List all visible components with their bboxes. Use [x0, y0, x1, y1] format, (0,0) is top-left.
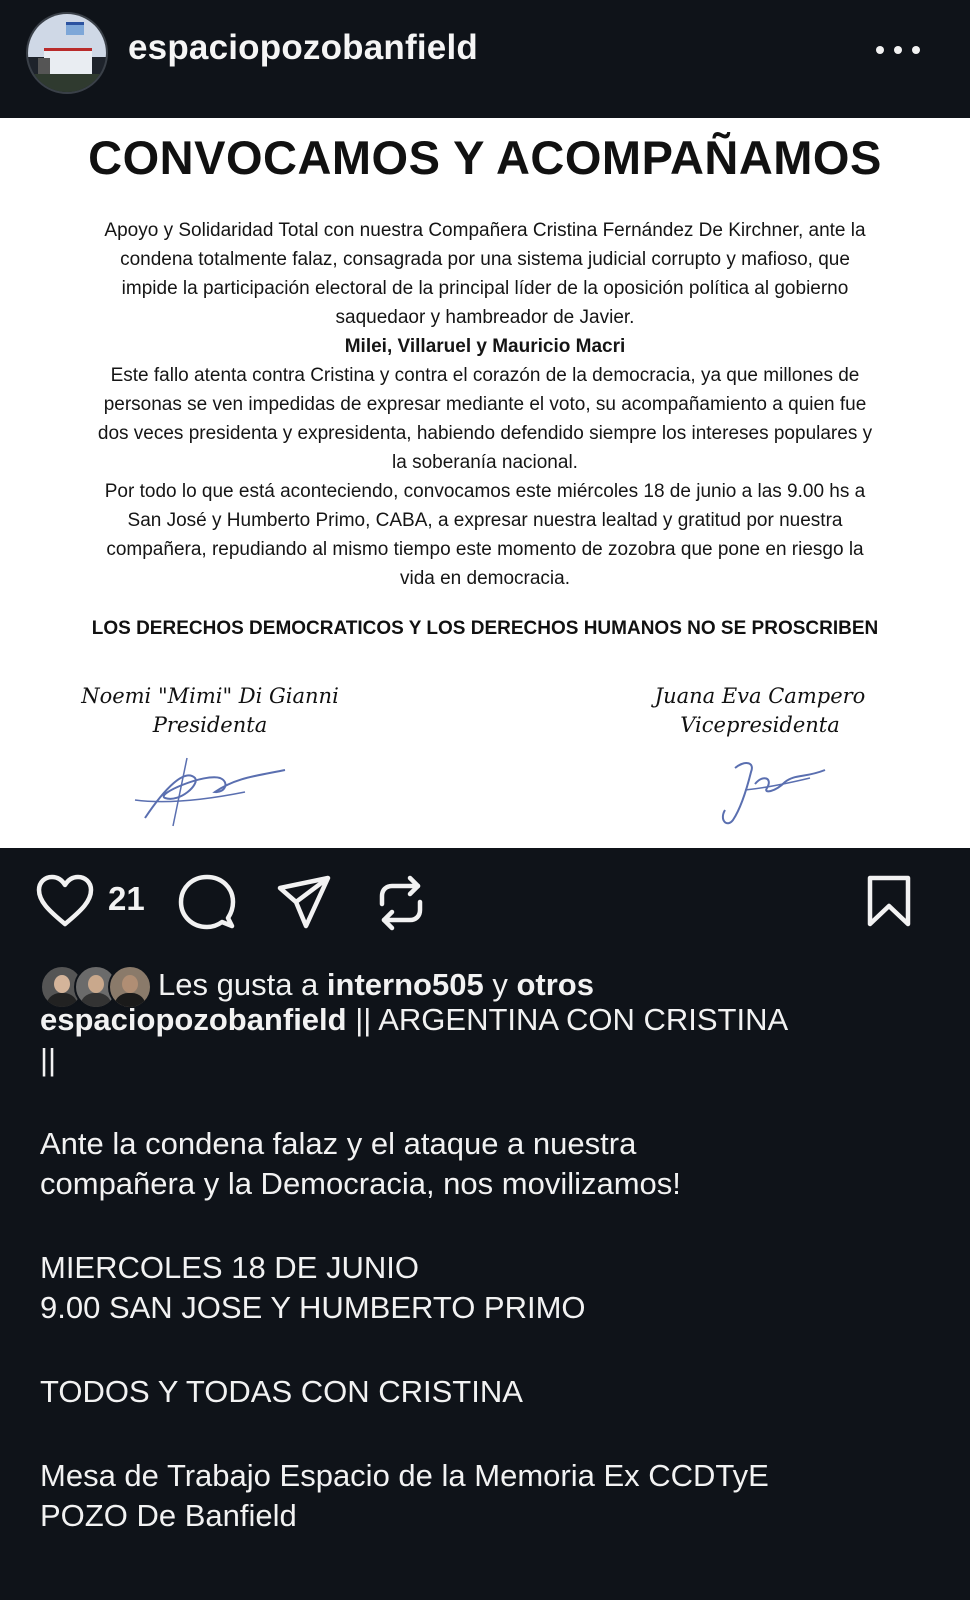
post-caption: [40, 1000, 930, 1536]
flyer-body: [30, 216, 940, 593]
flyer-text-line: vida en democracia.: [399, 568, 571, 589]
handwritten-signature: [675, 748, 845, 828]
profile-avatar[interactable]: [26, 12, 108, 94]
repost-icon[interactable]: [376, 874, 426, 932]
caption-line: TODOS Y TODAS CON CRISTINA: [40, 1374, 523, 1409]
signer-name: Juana Eva Campero: [654, 684, 866, 708]
liker-username[interactable]: interno505: [326, 967, 484, 1002]
caption-line: POZO De Banfield: [40, 1498, 297, 1533]
flyer-text-line: personas se ven impedidas de expresar mediante el voto, su acompañamiento a quien fue: [103, 394, 867, 415]
signature-block-right: [610, 682, 910, 828]
flyer-text-line: Por todo lo que está aconteciendo, convocamos este miércoles 18 de junio a las 9.00 hs a: [104, 481, 866, 502]
handwritten-signature: [125, 748, 295, 828]
more-options-icon[interactable]: [876, 30, 920, 70]
caption-line: compañera y la Democracia, nos movilizamos!: [40, 1166, 681, 1201]
flyer-text-line: Este fallo atenta contra Cristina y contra el corazón de la democracia, ya que millones de: [110, 365, 860, 386]
likes-joiner: y: [492, 967, 508, 1002]
like-count[interactable]: 21: [108, 880, 145, 917]
flyer-slogan: LOS DERECHOS DEMOCRATICOS Y LOS DERECHOS HUMANOS NO SE PROSCRIBEN: [91, 618, 879, 639]
caption-line: [40, 1000, 930, 1040]
flyer-text-line: dos veces presidenta y expresidenta, habiendo defendido siempre los intereses populares y: [97, 423, 873, 444]
signer-name: Noemi "Mimi" Di Gianni: [81, 684, 339, 708]
flyer-text-line: compañera, repudiando al mismo tiempo este momento de zozobra que pone en riesgo la: [106, 539, 864, 560]
likes-text: [158, 967, 594, 1003]
flyer-text-line: Milei, Villaruel y Mauricio Macri: [344, 336, 626, 357]
caption-text: || ARGENTINA CON CRISTINA: [355, 1002, 789, 1037]
flyer-text-line: condena totalmente falaz, consagrada por una sistema judicial corrupto y mafioso, que: [120, 249, 850, 270]
caption-line: Ante la condena falaz y el ataque a nuestra: [40, 1126, 637, 1161]
post-header: [0, 0, 970, 118]
post-image: [0, 118, 970, 848]
caption-line: Mesa de Trabajo Espacio de la Memoria Ex CCDTyE: [40, 1458, 769, 1493]
flyer-text-line: Apoyo y Solidaridad Total con nuestra Compañera Cristina Fernández De Kirchner, ante la: [104, 220, 866, 241]
post-username[interactable]: espaciopozobanfield: [128, 28, 478, 67]
signature-block-left: [60, 682, 360, 828]
signer-role: Presidenta: [152, 713, 268, 737]
flyer-text-line: la soberanía nacional.: [392, 452, 578, 473]
caption-owner[interactable]: espaciopozobanfield: [40, 1002, 347, 1037]
caption-line: 9.00 SAN JOSE Y HUMBERTO PRIMO: [40, 1290, 586, 1325]
flyer-text-line: impide la participación electoral de la principal líder de la oposición política al gobierno: [121, 278, 849, 299]
heart-icon[interactable]: [36, 874, 94, 928]
share-icon[interactable]: [276, 874, 332, 930]
flyer-title: CONVOCAMOS Y ACOMPAÑAMOS: [88, 131, 882, 184]
flyer-text-line: saquedaor y hambreador de Javier.: [335, 307, 635, 328]
caption-line: ||: [40, 1042, 57, 1077]
likes-prefix: Les gusta a: [158, 967, 319, 1002]
signer-role: Vicepresidenta: [680, 713, 840, 737]
action-bar: [0, 858, 970, 948]
bookmark-icon[interactable]: [866, 874, 912, 928]
likes-others-link[interactable]: otros: [516, 967, 594, 1002]
caption-line: MIERCOLES 18 DE JUNIO: [40, 1250, 419, 1285]
comment-icon[interactable]: [178, 874, 236, 932]
flyer-text-line: San José y Humberto Primo, CABA, a expresar nuestra lealtad y gratitud por nuestra: [127, 510, 843, 531]
